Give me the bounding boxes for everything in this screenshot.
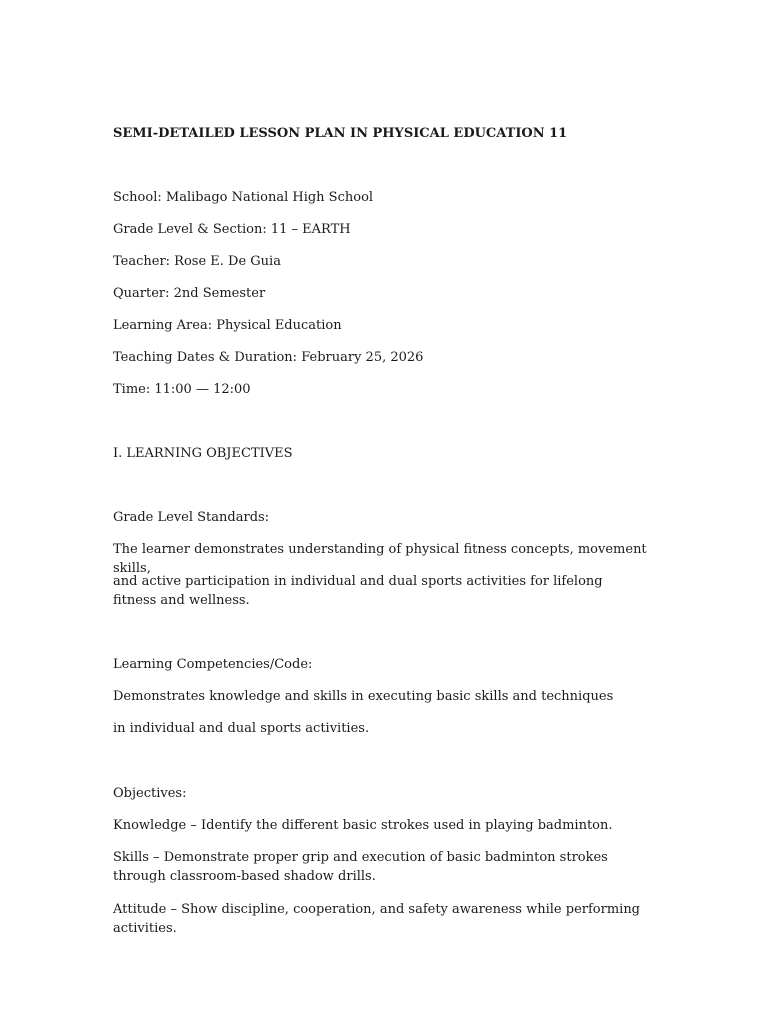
time-info: Time: 11:00 — 12:00	[113, 382, 251, 397]
grade-level-standards-label: Grade Level Standards:	[113, 510, 270, 525]
teaching-dates-info: Teaching Dates & Duration: February 25, 2026	[113, 350, 424, 365]
learning-competencies-line2: in individual and dual sports activities.	[113, 721, 370, 736]
learning-area-info: Learning Area: Physical Education	[113, 318, 342, 333]
learning-competencies-line1: Demonstrates knowledge and skills in executing basic skills and techniques	[113, 689, 614, 704]
grade-level-standards-line1: The learner demonstrates understanding of physical fitness concepts, movement skills,	[113, 542, 647, 576]
quarter-info: Quarter: 2nd Semester	[113, 286, 266, 301]
school-info: School: Malibago National High School	[113, 190, 374, 205]
objectives-label: Objectives:	[113, 786, 187, 801]
objective-skills: Skills – Demonstrate proper grip and execution of basic badminton strokes through classroom-based shadow drills.	[113, 850, 608, 884]
section-heading: I. LEARNING OBJECTIVES	[113, 446, 293, 461]
learning-competencies-label: Learning Competencies/Code:	[113, 657, 313, 672]
teacher-info: Teacher: Rose E. De Guia	[113, 254, 281, 269]
objective-knowledge: Knowledge – Identify the different basic strokes used in playing badminton.	[113, 818, 613, 833]
objective-attitude: Attitude – Show discipline, cooperation, and safety awareness while performing activities.	[113, 902, 641, 936]
grade-section-info: Grade Level & Section: 11 – EARTH	[113, 222, 351, 237]
grade-level-standards-line2: and active participation in individual and dual sports activities for lifelong fitness and wellness.	[113, 574, 603, 608]
document-title: SEMI-DETAILED LESSON PLAN IN PHYSICAL EDUCATION 11	[113, 126, 568, 141]
